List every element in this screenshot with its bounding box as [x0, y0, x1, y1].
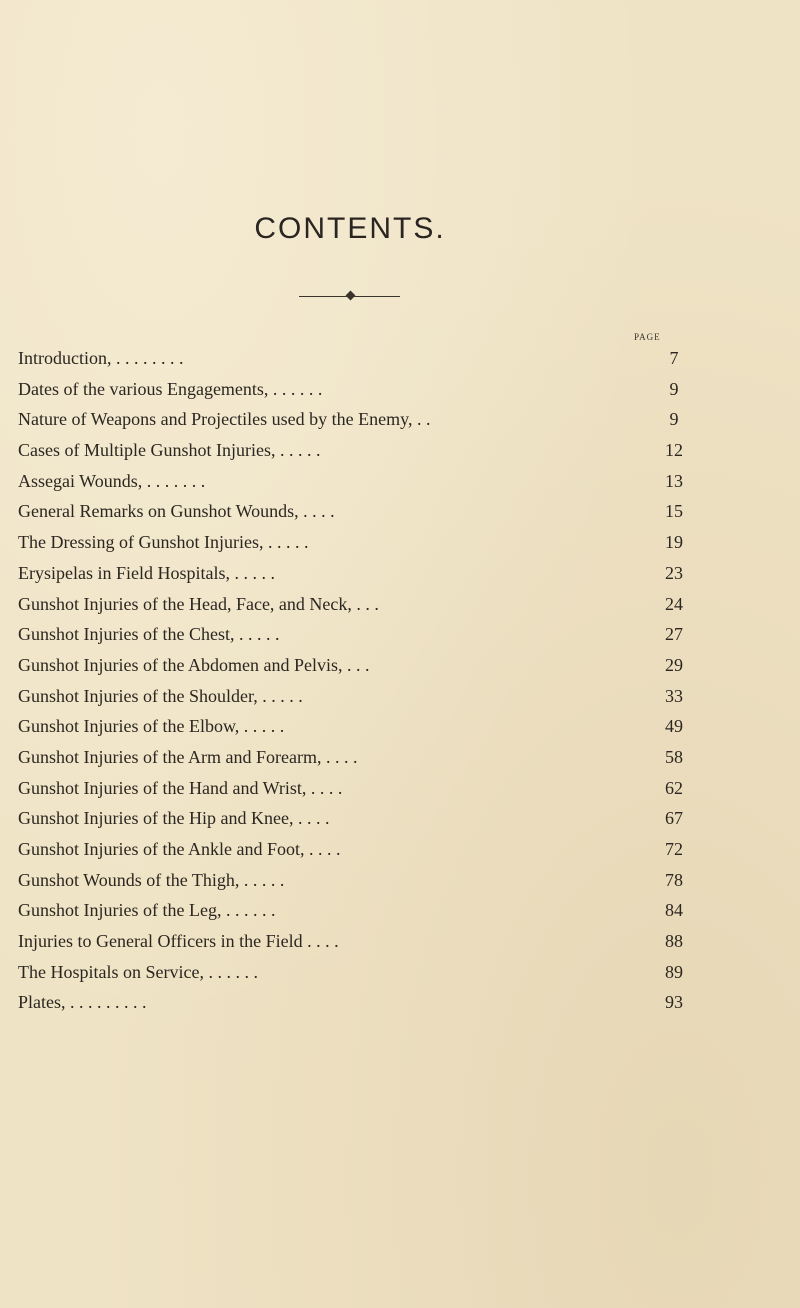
- toc-entry: [18, 558, 698, 589]
- toc-entry-page: 9: [669, 378, 679, 399]
- toc-entry-page: 93: [665, 992, 683, 1013]
- toc-entry-page: 23: [665, 562, 683, 583]
- toc-entry-title: Introduction, . . . . . . . .: [18, 348, 184, 368]
- toc-entry-title: Gunshot Injuries of the Elbow, . . . . .: [18, 716, 285, 737]
- toc-entry-title: Gunshot Injuries of the Ankle and Foot, . . . .: [18, 839, 341, 859]
- toc-entry: [18, 926, 698, 957]
- toc-entry: [18, 404, 698, 435]
- toc-entry: [18, 466, 698, 497]
- toc-entry-title: Erysipelas in Field Hospitals, . . . . .: [18, 562, 275, 583]
- toc-entry: [18, 435, 698, 466]
- toc-entry-title: Gunshot Injuries of the Abdomen and Pelvis, . . .: [18, 654, 370, 675]
- toc-entry-title: Plates, . . . . . . . . .: [18, 992, 147, 1013]
- toc-entry-title: The Dressing of Gunshot Injuries, . . . . .: [18, 532, 309, 553]
- toc-entry-title: Assegai Wounds, . . . . . . .: [18, 470, 206, 491]
- toc-entry: [18, 957, 698, 988]
- toc-entry-page: 84: [665, 900, 683, 921]
- toc-entry-title: Gunshot Injuries of the Shoulder, . . . . .: [18, 685, 303, 706]
- toc-entry: [18, 803, 698, 834]
- toc-entry-title: Gunshot Injuries of the Hand and Wrist, . . . .: [18, 777, 343, 798]
- toc-entry-page: 15: [665, 501, 683, 522]
- toc-entry-page: 49: [665, 716, 683, 737]
- toc-entry-page: 88: [665, 931, 683, 952]
- diamond-ornament-icon: [346, 291, 356, 301]
- toc-entry-page: 72: [665, 839, 683, 859]
- toc-entry-page: 7: [669, 348, 679, 368]
- toc-entry-page: 67: [665, 808, 683, 829]
- toc-entry-page: 29: [665, 654, 683, 675]
- toc-entry-page: 12: [665, 440, 683, 461]
- toc-entry: [18, 589, 698, 620]
- toc-entry-page: 89: [665, 961, 683, 982]
- toc-entry: [18, 343, 698, 374]
- toc-entry-title: Gunshot Injuries of the Chest, . . . . .: [18, 624, 280, 645]
- toc-entry-page: 24: [665, 593, 683, 614]
- table-of-contents: [18, 343, 698, 1018]
- page-column-label: PAGE: [634, 332, 661, 342]
- toc-entry-title: The Hospitals on Service, . . . . . .: [18, 961, 258, 982]
- toc-entry: [18, 496, 698, 527]
- toc-entry-page: 27: [665, 624, 683, 645]
- toc-entry-title: General Remarks on Gunshot Wounds, . . . .: [18, 501, 335, 522]
- toc-entry-title: Gunshot Injuries of the Leg, . . . . . .: [18, 900, 276, 921]
- toc-entry-page: 9: [669, 409, 679, 430]
- toc-entry-title: Gunshot Wounds of the Thigh, . . . . .: [18, 869, 285, 890]
- toc-entry-page: 13: [665, 470, 683, 491]
- toc-entry: [18, 650, 698, 681]
- page-title: CONTENTS.: [254, 212, 446, 245]
- toc-entry-page: 33: [665, 685, 683, 706]
- toc-entry-page: 62: [665, 777, 683, 798]
- toc-entry-title: Dates of the various Engagements, . . . . . .: [18, 378, 323, 399]
- toc-entry: [18, 681, 698, 712]
- toc-entry: [18, 619, 698, 650]
- toc-entry: [18, 895, 698, 926]
- toc-entry-title: Gunshot Injuries of the Arm and Forearm, . . . .: [18, 746, 358, 767]
- toc-entry: [18, 711, 698, 742]
- toc-entry-page: 58: [665, 746, 683, 767]
- toc-entry: [18, 773, 698, 804]
- toc-entry-page: 78: [665, 869, 683, 890]
- toc-entry-title: Cases of Multiple Gunshot Injuries, . . . . .: [18, 440, 321, 461]
- toc-entry: [18, 527, 698, 558]
- toc-entry-title: Nature of Weapons and Projectiles used by the Enemy, . .: [18, 409, 431, 430]
- toc-entry-page: 19: [665, 532, 683, 553]
- toc-entry: [18, 987, 698, 1018]
- toc-entry: [18, 742, 698, 773]
- toc-entry: [18, 374, 698, 405]
- toc-entry-title: Gunshot Injuries of the Head, Face, and Neck, . . .: [18, 593, 379, 614]
- toc-entry-title: Gunshot Injuries of the Hip and Knee, . . . .: [18, 808, 330, 829]
- toc-entry-title: Injuries to General Officers in the Field . . . .: [18, 931, 339, 952]
- toc-entry: [18, 865, 698, 896]
- toc-entry: [18, 834, 698, 865]
